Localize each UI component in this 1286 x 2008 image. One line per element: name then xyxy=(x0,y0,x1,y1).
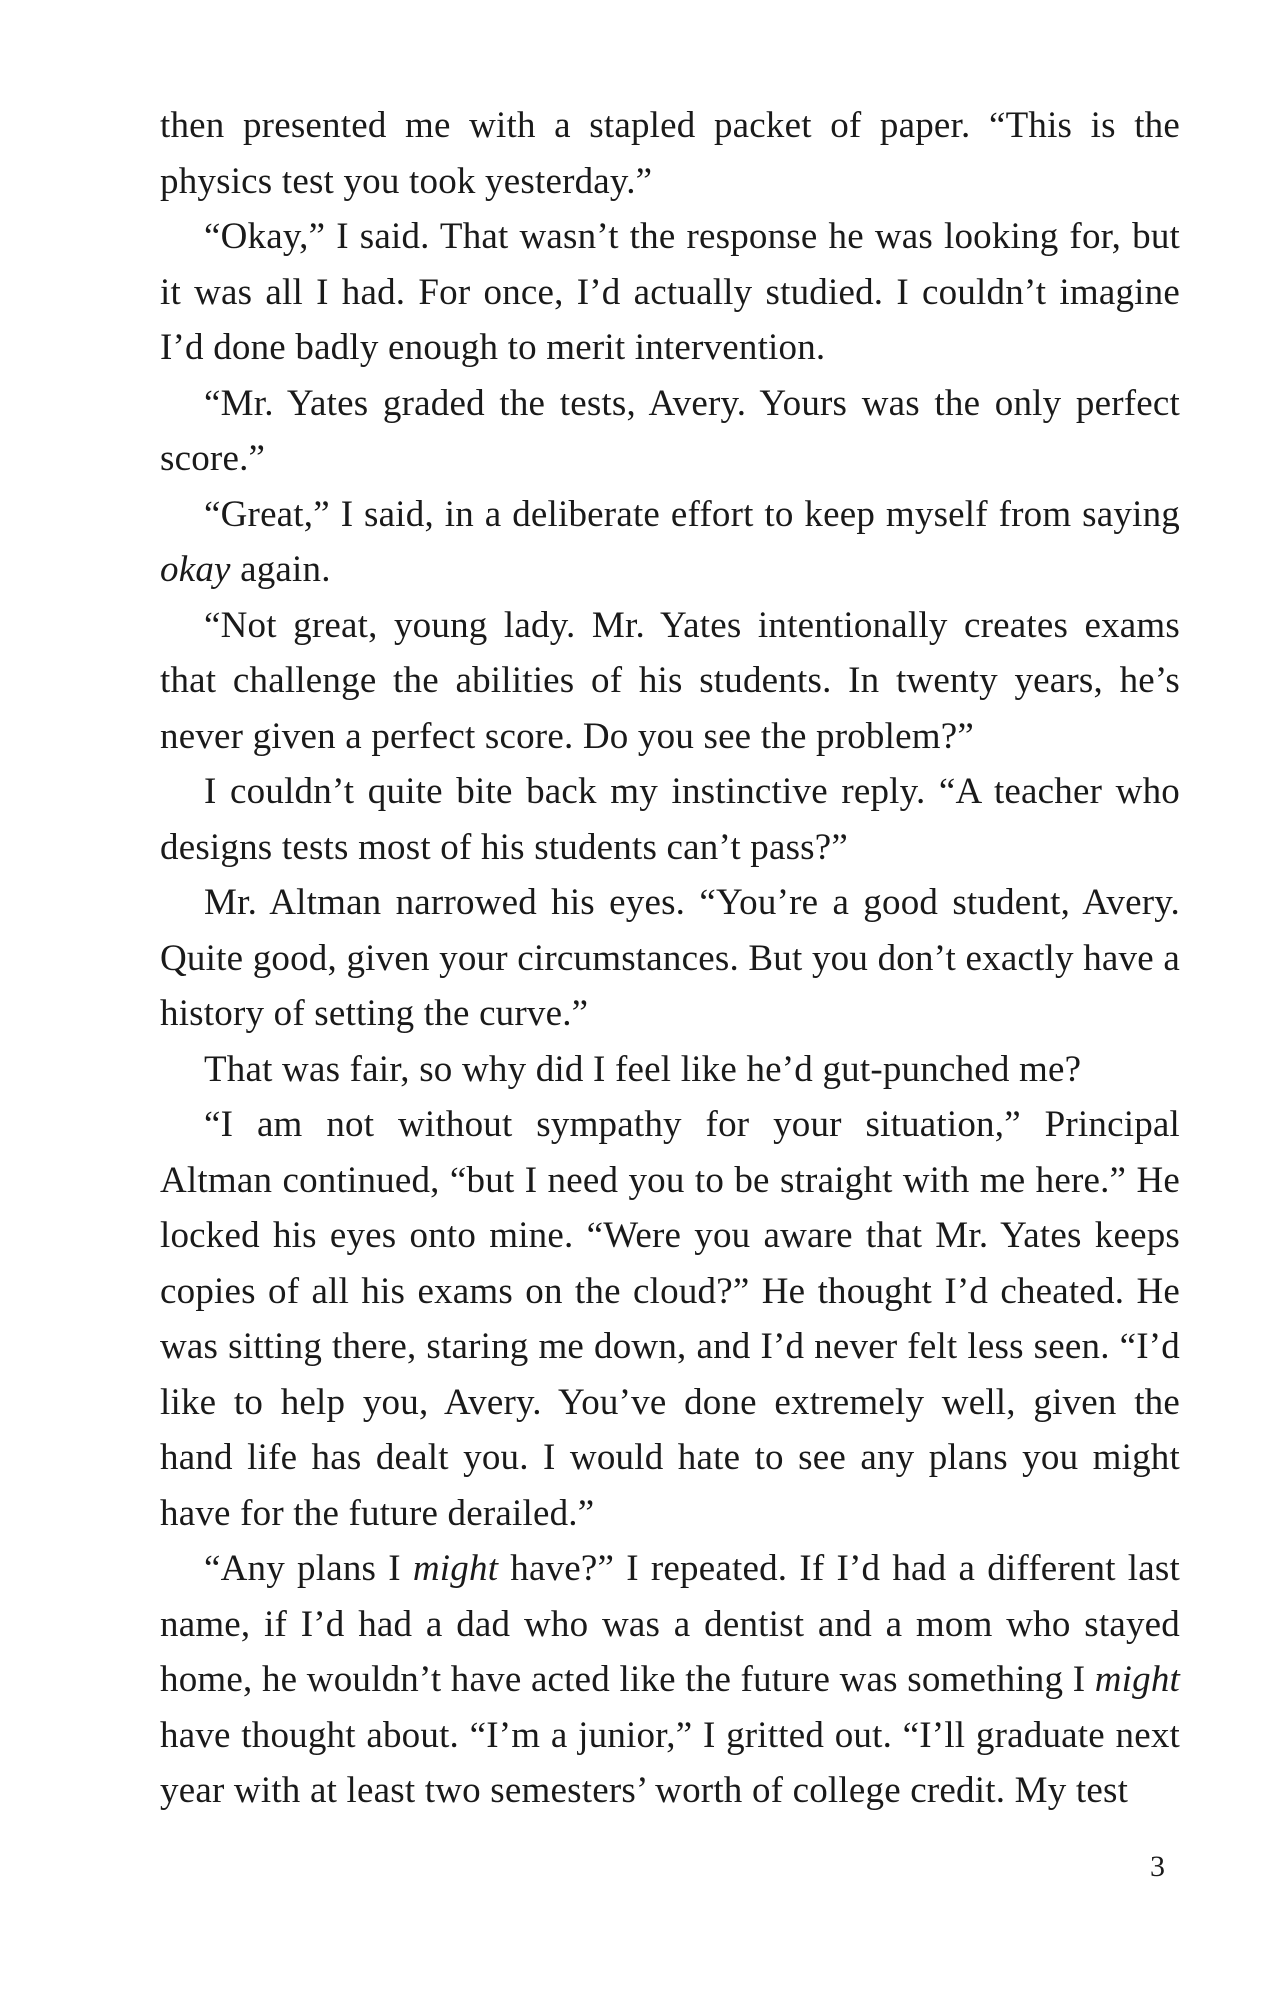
paragraph xyxy=(160,1042,1180,1098)
text-run: then presented me with a stapled packet of paper. “This is the physics test you took yesterday.” xyxy=(160,105,1180,202)
paragraph xyxy=(160,98,1180,209)
paragraph xyxy=(160,875,1180,1042)
text-run: Mr. Altman narrowed his eyes. “You’re a good student, Avery. Quite good, given your circumstances. But you don’t exactly have a history of setting the curve.” xyxy=(160,882,1180,1034)
text-run: That was fair, so why did I feel like he’d gut-punched me? xyxy=(204,1048,1082,1090)
text-run: “Great,” I said, in a deliberate effort to keep myself from saying xyxy=(204,493,1180,535)
text-run: “Not great, young lady. Mr. Yates intentionally creates exams that challenge the abilities of his students. In twenty years, he’s never given a perfect score. Do you see the problem?” xyxy=(160,604,1180,757)
paragraph xyxy=(160,487,1180,598)
italic-text: might xyxy=(1094,1659,1180,1700)
text-run: again. xyxy=(230,549,331,590)
paragraph xyxy=(160,598,1180,765)
text-run: “Okay,” I said. That wasn’t the response he was looking for, but it was all I had. For once, I’d actually studied. I couldn’t imagine I’d done badly enough to merit intervention. xyxy=(160,216,1180,368)
paragraph xyxy=(160,1097,1180,1541)
italic-text: might xyxy=(412,1548,499,1589)
text-run: have thought about. “I’m a junior,” I gritted out. “I’ll graduate next year with at least two semesters’ worth of college credit. My test xyxy=(160,1714,1180,1811)
text-run: have?” I repeated. If I’d had a different last name, if I’d had a dad who was a dentist and a mom who stayed home, he wouldn’t have acted like the future was something I xyxy=(160,1548,1180,1700)
paragraph xyxy=(160,376,1180,487)
paragraph xyxy=(160,764,1180,875)
text-run: “I am not without sympathy for your situation,” Principal Altman continued, “but I need you to be straight with me here.” He locked his eyes onto mine. “Were you aware that Mr. Yates keeps copies of all his exams on the cloud?” He thought I’d cheated. He was sitting there, staring me down, and I’d never felt less seen. “I’d like to help you, Avery. You’ve done extremely well, given the hand life has dealt you. I would hate to see any plans you might have for the future derailed.” xyxy=(160,1104,1180,1534)
text-run: I couldn’t quite bite back my instinctive reply. “A teacher who designs tests most of his students can’t pass?” xyxy=(160,771,1180,868)
body-text xyxy=(160,98,1180,1819)
text-run: “Any plans I xyxy=(204,1548,413,1589)
paragraph xyxy=(160,1541,1180,1819)
text-run: “Mr. Yates graded the tests, Avery. Yours was the only perfect score.” xyxy=(160,382,1180,479)
italic-text: okay xyxy=(160,549,231,590)
paragraph xyxy=(160,209,1180,376)
page-number: 3 xyxy=(1150,1850,1165,1883)
